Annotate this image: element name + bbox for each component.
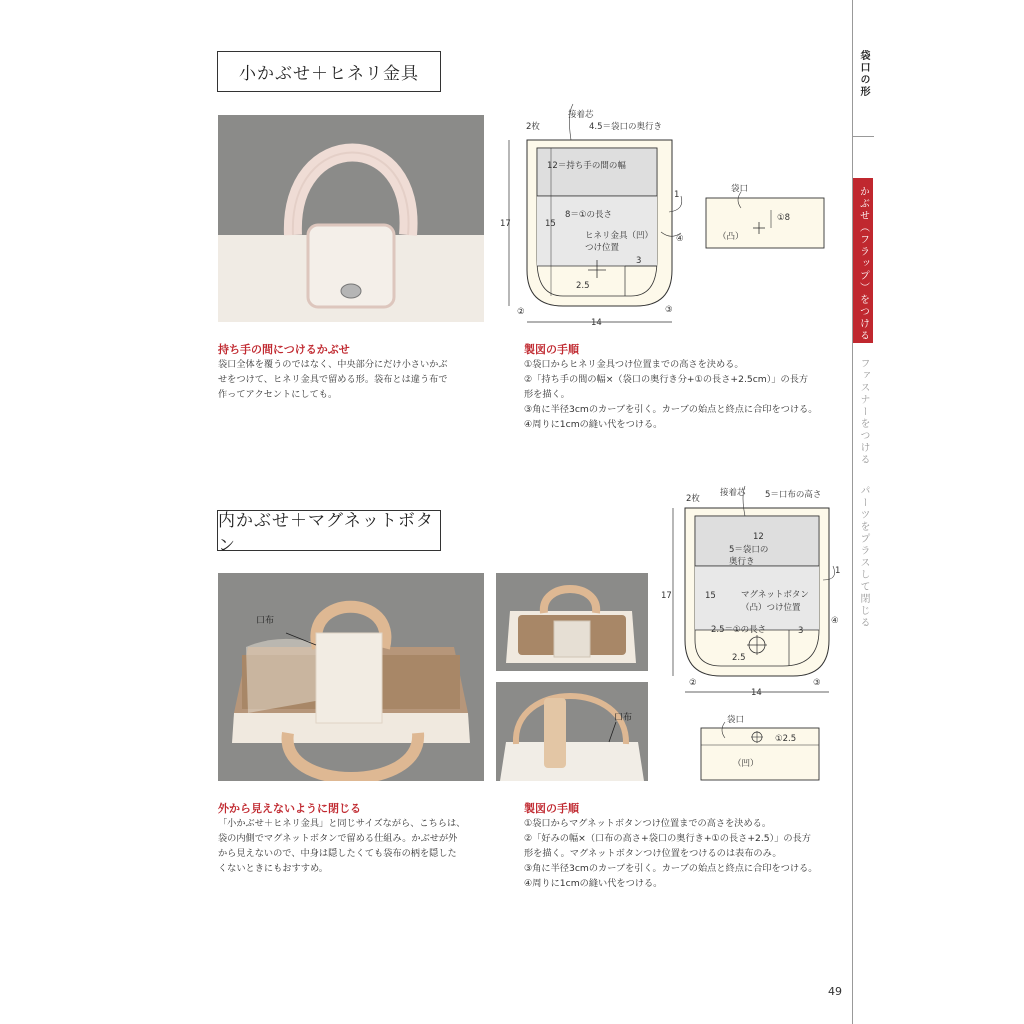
d1-height: 17 (500, 219, 511, 229)
d2-width: 12 (753, 532, 764, 542)
d2-mark-3: ③ (813, 678, 821, 688)
d1-mark-3: ③ (665, 305, 673, 315)
d2-magnet-1: マグネットボタン (741, 590, 809, 600)
d2-depth-1: 5＝袋口の (729, 545, 769, 555)
d2-radius: 3 (798, 626, 804, 636)
section1-step: ③角に半径3cmのカーブを引く。カーブの始点と終点に合印をつける。 (524, 404, 818, 415)
d2-mark-4: ④ (831, 616, 839, 626)
d1-count: 2枚 (526, 122, 540, 132)
section2-description (218, 816, 465, 876)
d1-length: 8＝①の長さ (565, 210, 613, 220)
d1-offset: 2.5 (576, 281, 590, 291)
sidebar-rule (852, 136, 874, 137)
d1-small-length: ①8 (777, 213, 791, 223)
section1-steps-heading: 製図の手順 (524, 343, 579, 356)
section1-description (218, 357, 448, 402)
d1-hardware-2: つけ位置 (585, 243, 620, 253)
sidebar-tab-flap-label: かぶせ（フラップ）をつける (857, 186, 869, 342)
d2-inner-height: 15 (705, 591, 716, 601)
tote-bag-turn-lock-photo (218, 115, 484, 322)
section2-steps-heading: 製図の手順 (524, 802, 579, 815)
d1-interfacing: 接着芯 (568, 110, 594, 120)
section2-desc-line: から見えないので、中身は隠したくても袋布の柄を隠した (218, 848, 457, 859)
d2-small-title: 袋口 (727, 715, 745, 725)
page-number: 49 (828, 985, 842, 998)
section1-desc-line: 袋口全体を覆うのではなく、中央部分にだけ小さいかぶ (218, 359, 448, 370)
section1-step: ④周りに1cmの縫い代をつける。 (524, 419, 663, 430)
d2-width-bottom: 14 (751, 688, 762, 698)
d2-small-length: ①2.5 (775, 734, 797, 744)
d1-seam: 1 (674, 190, 680, 200)
d1-width: 14 (591, 318, 602, 328)
section1-subheading: 持ち手の間につけるかぶせ (218, 343, 350, 356)
d2-count: 2枚 (686, 494, 700, 504)
d2-mouth-height: 5＝口布の高さ (765, 490, 822, 500)
section2-title-text: 内かぶせ＋マグネットボタン (218, 510, 434, 556)
d2-magnet-2: （凸）つけ位置 (741, 603, 801, 613)
section2-step: ④周りに1cmの縫い代をつける。 (524, 878, 663, 889)
section2-desc-line: くないときにもおすすめ。 (218, 863, 328, 874)
section1-pattern-diagram (495, 100, 855, 335)
d1-small-convex: （凸） (718, 232, 744, 242)
tote-bag-top-photo (496, 573, 648, 671)
section2-desc-line: 袋の内側でマグネットボタンで留める仕組み。かぶせが外 (218, 833, 458, 844)
d1-depth: 4.5＝袋口の奥行き (589, 122, 663, 132)
d2-seam: 1 (835, 566, 841, 576)
sidebar-item-parts[interactable]: パーツをプラスして閉じる (858, 485, 869, 629)
d2-depth-2: 奥行き (729, 557, 755, 567)
d1-mark-4: ④ (676, 234, 684, 244)
section2-steps (524, 816, 817, 891)
section1-step: ①袋口からヒネリ金具つけ位置までの高さを決める。 (524, 359, 744, 370)
section2-pattern-diagram (655, 480, 845, 790)
section2-subheading: 外から見えないように閉じる (218, 802, 361, 815)
section2-step: ②「好みの幅×（口布の高さ+袋口の奥行き+①の長さ+2.5）」の長方 (524, 833, 811, 844)
tote-bag-inside-photo (218, 573, 484, 781)
d1-radius: 3 (636, 256, 642, 266)
d1-mark-2: ② (517, 307, 525, 317)
d2-length: 2.5＝①の長さ (711, 625, 767, 635)
section1-desc-line: 作ってアクセントにしても。 (218, 389, 338, 400)
d2-small-concave: （凹） (733, 759, 759, 769)
section2-title (217, 510, 441, 556)
sidebar-tab-flap[interactable] (853, 178, 873, 343)
d1-inner-height: 15 (545, 219, 556, 229)
d2-mark-2: ② (689, 678, 697, 688)
d2-height: 17 (661, 591, 672, 601)
section2-step: ③角に半径3cmのカーブを引く。カーブの始点と終点に合印をつける。 (524, 863, 818, 874)
section1-steps (524, 357, 817, 432)
d2-offset: 2.5 (732, 653, 746, 663)
d1-width-between: 12＝持ち手の間の幅 (547, 161, 626, 171)
d2-interfacing: 接着芯 (720, 488, 746, 498)
section1-desc-line: せをつけて、ヒネリ金具で留める形。袋布とは違う布で (218, 374, 448, 385)
section2-step: 形を描く。マグネットボタンつけ位置をつけるのは表布のみ。 (524, 848, 782, 859)
photo-main-label: 口布 (256, 616, 275, 626)
section1-title-text: 小かぶせ＋ヒネリ金具 (239, 64, 419, 84)
d1-small-title: 袋口 (731, 184, 749, 194)
photo-side-label: 口布 (614, 713, 633, 723)
sidebar-chapter: 袋口の形 (858, 50, 869, 98)
section1-step: ②「持ち手の間の幅×（袋口の奥行き分+①の長さ+2.5cm）」の長方 (524, 374, 809, 385)
section2-desc-line: 「小かぶせ＋ヒネリ金具」と同じサイズながら、こちらは、 (218, 818, 466, 829)
section2-step: ①袋口からマグネットボタンつけ位置までの高さを決める。 (524, 818, 772, 829)
section1-title (217, 51, 441, 92)
section1-step: 形を描く。 (524, 389, 570, 400)
d1-hardware-1: ヒネリ金具（凹） (585, 231, 654, 241)
tote-bag-side-photo (496, 682, 648, 781)
sidebar-item-zipper[interactable]: ファスナーをつける (858, 358, 869, 466)
